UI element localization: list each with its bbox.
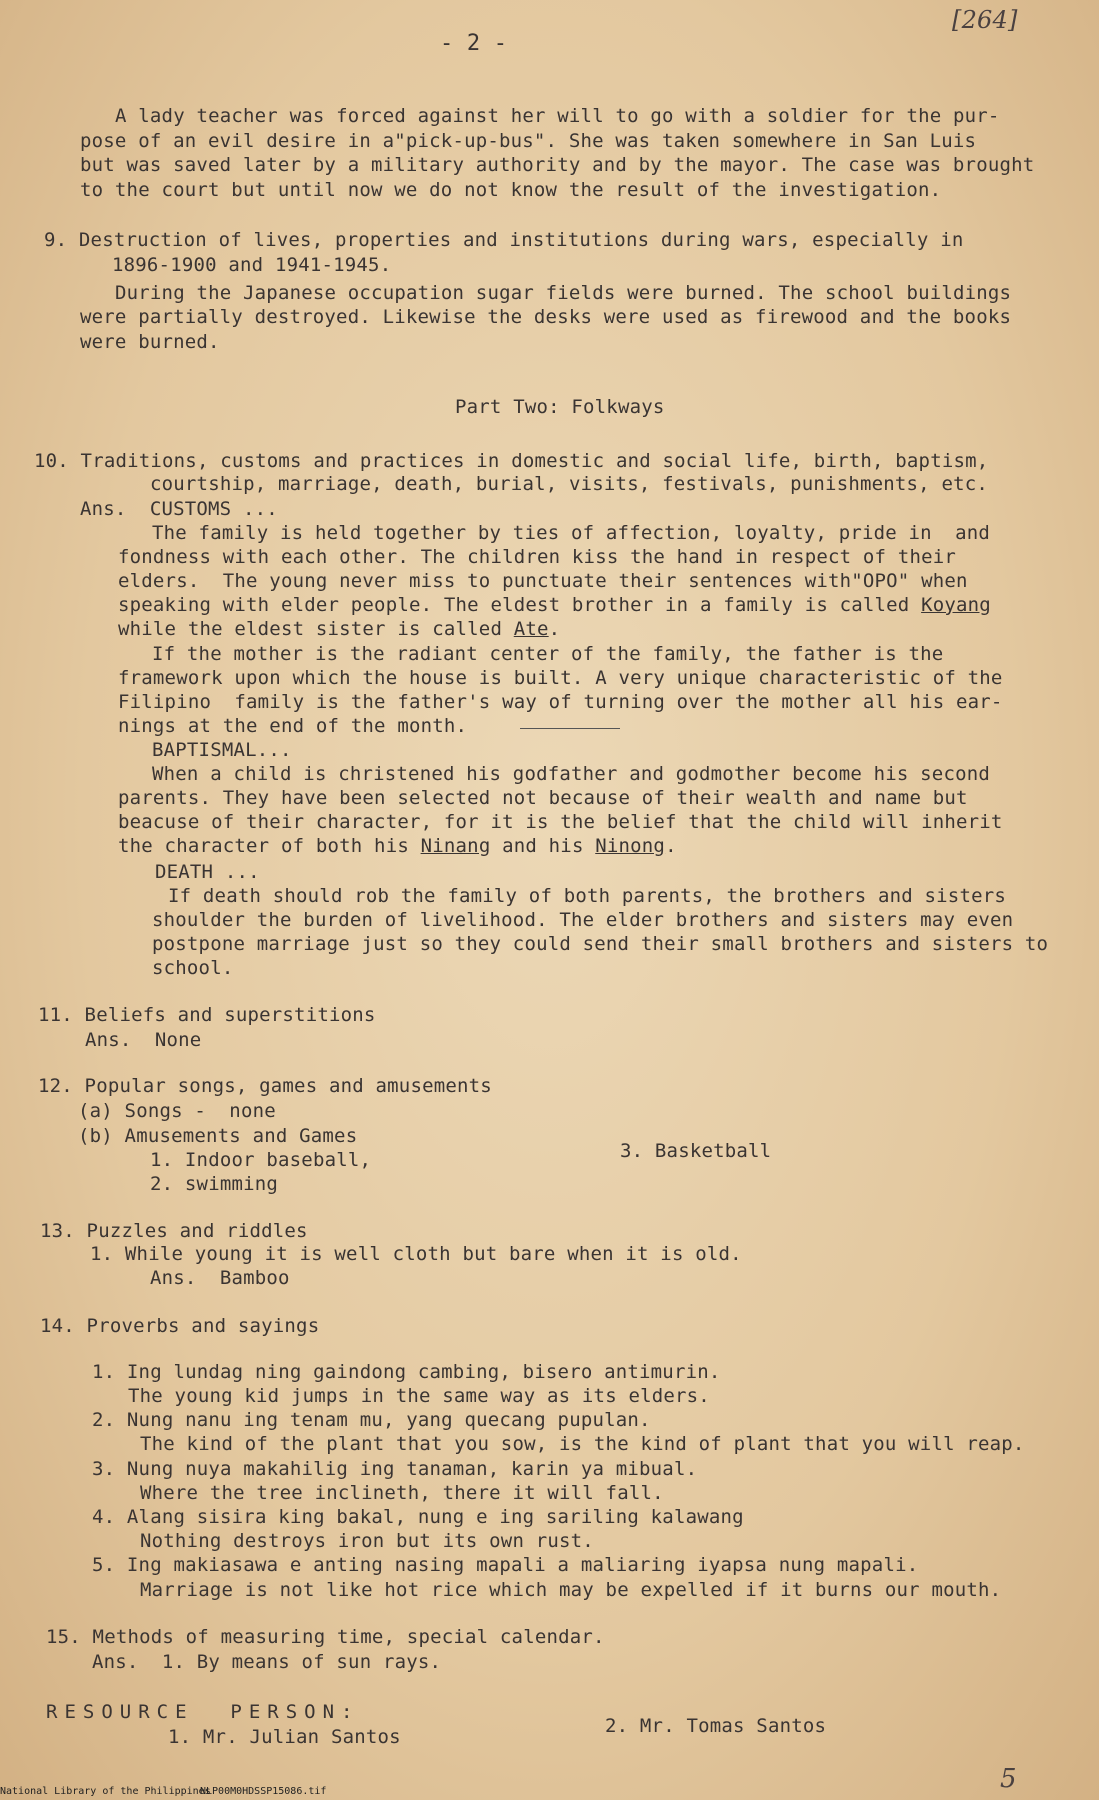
file-id: NLP00M0HDSSP15086.tif bbox=[200, 1786, 327, 1797]
proverb-kapampangan: 3. Nung nuya makahilig ing tanaman, karin ya mibual. bbox=[92, 1458, 698, 1480]
mother-line: nings at the end of the month. bbox=[118, 715, 468, 737]
term-ninong: Ninong bbox=[595, 835, 666, 857]
archive-number: [264] bbox=[952, 6, 1018, 34]
songs-line: (a) Songs - none bbox=[78, 1100, 276, 1122]
mother-line: If the mother is the radiant center of the family, the father is the bbox=[152, 643, 944, 665]
intro-line: A lady teacher was forced against her will to go with a soldier for the pur- bbox=[115, 105, 1000, 127]
proverb-english: The kind of the plant that you sow, is the kind of plant that you will reap. bbox=[140, 1433, 1025, 1455]
death-line: shoulder the burden of livelihood. The elder brothers and sisters may even bbox=[152, 909, 1014, 931]
question-15: 15. Methods of measuring time, special calendar. bbox=[46, 1626, 605, 1648]
mother-line: Filipino family is the father's way of turning over the mother all his ear- bbox=[118, 691, 1003, 713]
death-label: DEATH ... bbox=[155, 861, 260, 883]
handwritten-mark: 5 bbox=[1000, 1764, 1017, 1794]
library-name: National Library of the Philippines bbox=[0, 1786, 211, 1797]
amusements-line: (b) Amusements and Games bbox=[78, 1125, 358, 1147]
intro-line: pose of an evil desire in a"pick-up-bus". She was taken somewhere in San Luis bbox=[80, 130, 977, 152]
baptismal-line: beacuse of their character, for it is the belief that the child will inherit bbox=[118, 811, 1003, 833]
death-line: school. bbox=[152, 957, 234, 979]
question-13: 13. Puzzles and riddles bbox=[40, 1220, 308, 1242]
game-item: 2. swimming bbox=[150, 1173, 279, 1195]
question-11: 11. Beliefs and superstitions bbox=[38, 1004, 376, 1026]
customs-line: The family is held together by ties of affection, loyalty, pride in and bbox=[152, 522, 991, 544]
baptismal-line: When a child is christened his godfather and godmother become his second bbox=[152, 763, 991, 785]
proverb-english: Nothing destroys iron but its own rust. bbox=[140, 1530, 594, 1552]
proverb-english: The young kid jumps in the same way as its elders. bbox=[128, 1385, 710, 1407]
answer-15: Ans. 1. By means of sun rays. bbox=[92, 1651, 442, 1673]
term-ninang: Ninang bbox=[420, 835, 491, 857]
baptismal-text: and his bbox=[490, 835, 596, 857]
baptismal-text: . bbox=[665, 835, 677, 857]
answer-9-line: were burned. bbox=[80, 331, 220, 353]
resource-person: 2. Mr. Tomas Santos bbox=[605, 1715, 827, 1737]
page-number: - 2 - bbox=[440, 31, 508, 56]
answer-9-line: were partially destroyed. Likewise the desks were used as firewood and the books bbox=[80, 306, 1012, 328]
customs-text: while the eldest sister is called bbox=[118, 618, 514, 640]
question-12: 12. Popular songs, games and amusements bbox=[38, 1075, 492, 1097]
proverb-english: Where the tree inclineth, there it will fall. bbox=[140, 1482, 664, 1504]
question-14: 14. Proverbs and sayings bbox=[40, 1315, 320, 1337]
intro-line: but was saved later by a military authority and by the mayor. The case was brought bbox=[80, 154, 1035, 176]
answer-label: Ans. CUSTOMS ... bbox=[80, 498, 278, 520]
question-10: 10. Traditions, customs and practices in domestic and social life, birth, baptism, bbox=[34, 450, 989, 472]
pen-mark bbox=[520, 728, 620, 729]
section-heading: Part Two: Folkways bbox=[455, 396, 665, 418]
baptismal-text: the character of both his bbox=[118, 835, 421, 857]
game-item: 3. Basketball bbox=[620, 1140, 772, 1162]
intro-line: to the court but until now we do not know the result of the investigation. bbox=[80, 179, 942, 201]
resource-label: RESOURCE PERSON: bbox=[46, 1701, 360, 1723]
customs-line bbox=[118, 593, 991, 617]
question-9: 9. Destruction of lives, properties and institutions during wars, especially in bbox=[44, 229, 964, 251]
proverb-english: Marriage is not like hot rice which may be expelled if it burns our mouth. bbox=[140, 1579, 1002, 1601]
proverb-kapampangan: 5. Ing makiasawa e anting nasing mapali a maliaring iyapsa nung mapali. bbox=[92, 1554, 919, 1576]
baptismal-label: BAPTISMAL... bbox=[152, 739, 292, 761]
term-ate: Ate bbox=[513, 618, 549, 640]
proverb-kapampangan: 1. Ing lundag ning gaindong cambing, bisero antimurin. bbox=[92, 1361, 721, 1383]
proverb-kapampangan: 4. Alang sisira king bakal, nung e ing sariling kalawang bbox=[92, 1506, 744, 1528]
death-line: postpone marriage just so they could send their small brothers and sisters to bbox=[152, 933, 1049, 955]
answer-11: Ans. None bbox=[85, 1029, 202, 1051]
riddle: 1. While young it is well cloth but bare when it is old. bbox=[90, 1243, 742, 1265]
customs-text: speaking with elder people. The eldest brother in a family is called bbox=[118, 594, 922, 616]
game-item: 1. Indoor baseball, bbox=[150, 1149, 372, 1171]
customs-line bbox=[118, 617, 560, 641]
death-line: If death should rob the family of both parents, the brothers and sisters bbox=[168, 885, 1007, 907]
proverb-kapampangan: 2. Nung nanu ing tenam mu, yang quecang pupulan. bbox=[92, 1409, 651, 1431]
answer-9-line: During the Japanese occupation sugar fields were burned. The school buildings bbox=[115, 282, 1012, 304]
question-9-cont: 1896-1900 and 1941-1945. bbox=[112, 254, 392, 276]
customs-text: . bbox=[548, 618, 561, 640]
riddle-answer: Ans. Bamboo bbox=[150, 1267, 290, 1289]
term-koyang: Koyang bbox=[921, 594, 991, 616]
baptismal-line: parents. They have been selected not because of their wealth and name but bbox=[118, 787, 968, 809]
customs-line: elders. The young never miss to punctuate their sentences with"OPO" when bbox=[118, 570, 968, 592]
resource-person: 1. Mr. Julian Santos bbox=[168, 1726, 401, 1748]
customs-line: fondness with each other. The children kiss the hand in respect of their bbox=[118, 546, 957, 568]
mother-line: framework upon which the house is built. A very unique characteristic of the bbox=[118, 667, 1003, 689]
baptismal-line bbox=[118, 834, 677, 858]
question-10-cont: courtship, marriage, death, burial, visits, festivals, punishments, etc. bbox=[150, 473, 989, 495]
